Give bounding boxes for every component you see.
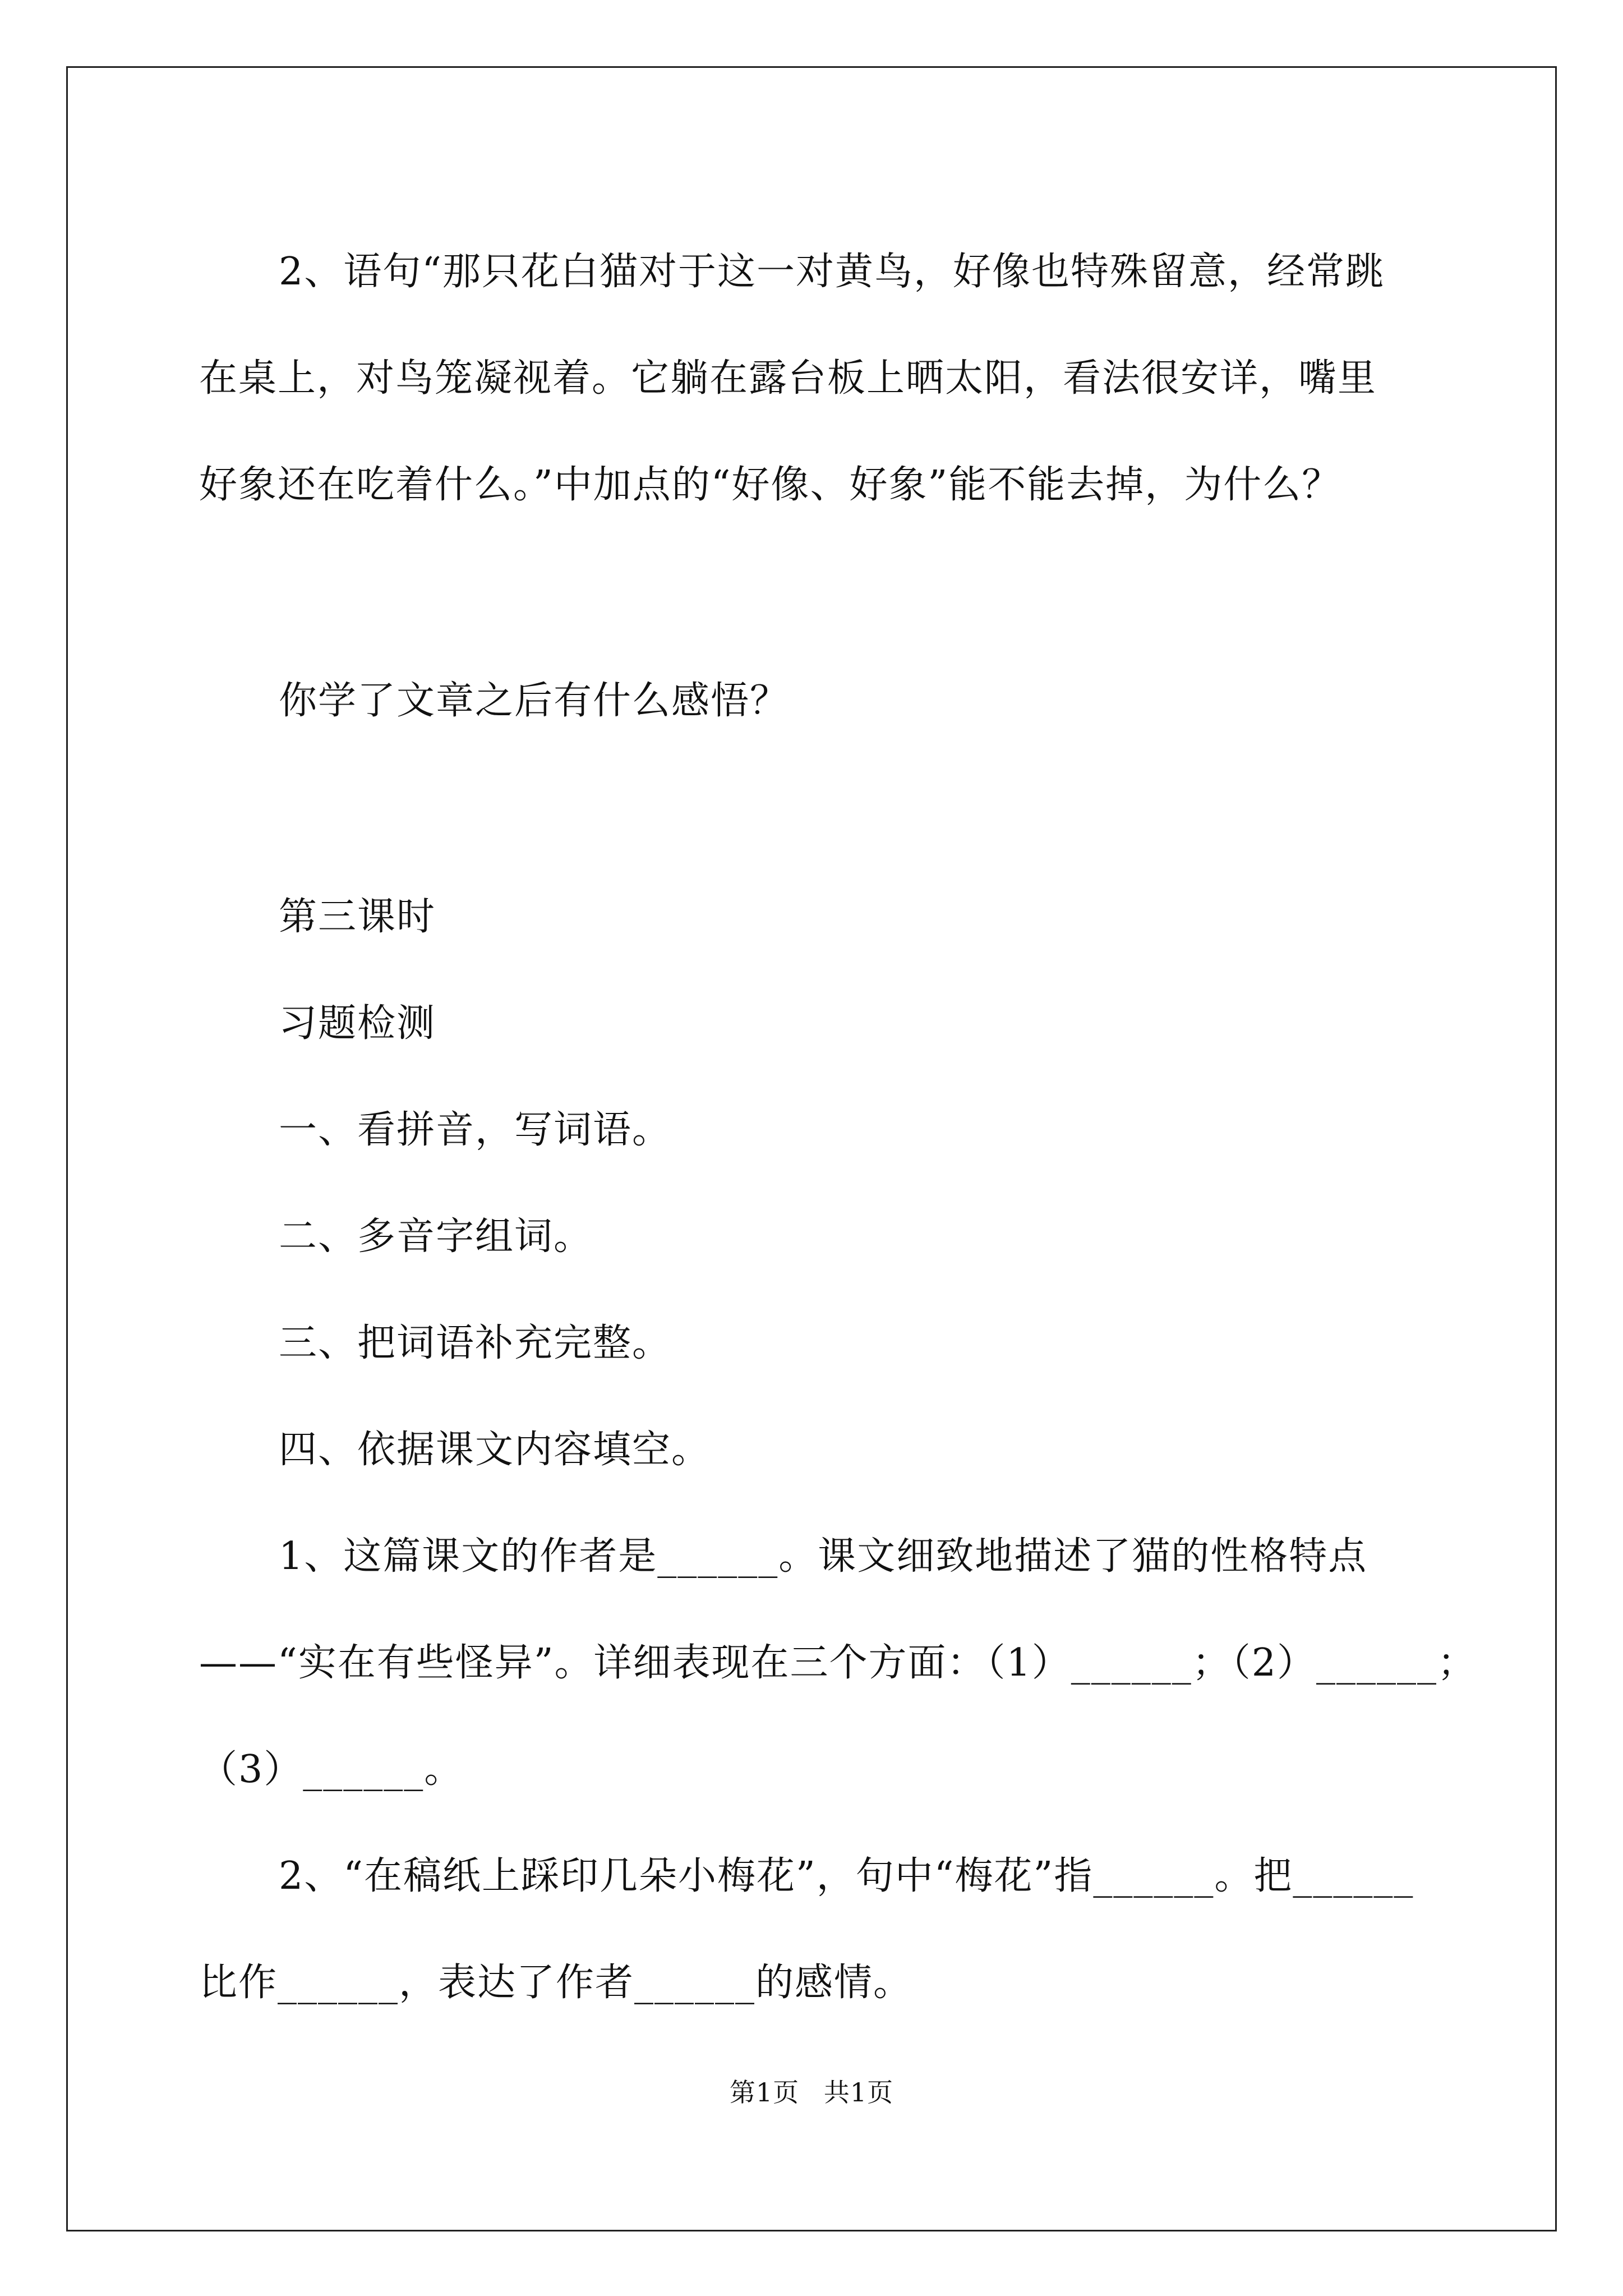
fill-item-2 <box>199 1823 1427 2036</box>
spacer <box>199 754 1427 864</box>
question-2-line-1: 2、语句“那只花白猫对于这一对黄鸟，好像也特殊留意，经常跳 <box>279 250 1385 294</box>
fill-item-1-line-3: （3）______。 <box>199 1747 464 1792</box>
page-total: 共1页 <box>823 2077 894 2108</box>
section-polyphone: 二、多音字组词。 <box>279 1214 593 1259</box>
exercise-title: 习题检测 <box>279 1001 436 1046</box>
fill-item-2-line-1: 2、“在稿纸上踩印几朵小梅花”，句中“梅花”指______。把______ <box>279 1854 1414 1898</box>
section-pinyin: 一、看拼音，写词语。 <box>279 1108 672 1152</box>
section-complete-words: 三、把词语补充完整。 <box>279 1321 672 1365</box>
page-footer <box>0 2076 1623 2109</box>
question-2 <box>199 219 1427 539</box>
question-2-line-2: 在桌上，对鸟笼凝视着。它躺在露台板上晒太阳，看法很安详，嘴里 <box>199 356 1377 401</box>
section-fill-blanks: 四、依据课文内容填空。 <box>279 1428 711 1472</box>
fill-item-1 <box>199 1503 1477 1823</box>
fill-item-1-line-1: 1、这篇课文的作者是______。课文细致地描述了猫的性格特点 <box>279 1534 1368 1579</box>
fill-item-2-line-2: 比作______，表达了作者______的感情。 <box>199 1961 913 2005</box>
reflection-question: 你学了文章之后有什么感悟？ <box>279 679 790 723</box>
question-2-line-3: 好象还在吃着什么。”中加点的“好像、好象”能不能去掉，为什么？ <box>199 463 1341 507</box>
document-body <box>199 219 1477 2036</box>
page-current: 第1页 <box>729 2077 800 2108</box>
fill-item-1-line-2: ——“实在有些怪异”。详细表现在三个方面：（1）______；（2）______； <box>199 1641 1477 1685</box>
spacer <box>199 539 1427 648</box>
lesson-title: 第三课时 <box>279 895 436 939</box>
